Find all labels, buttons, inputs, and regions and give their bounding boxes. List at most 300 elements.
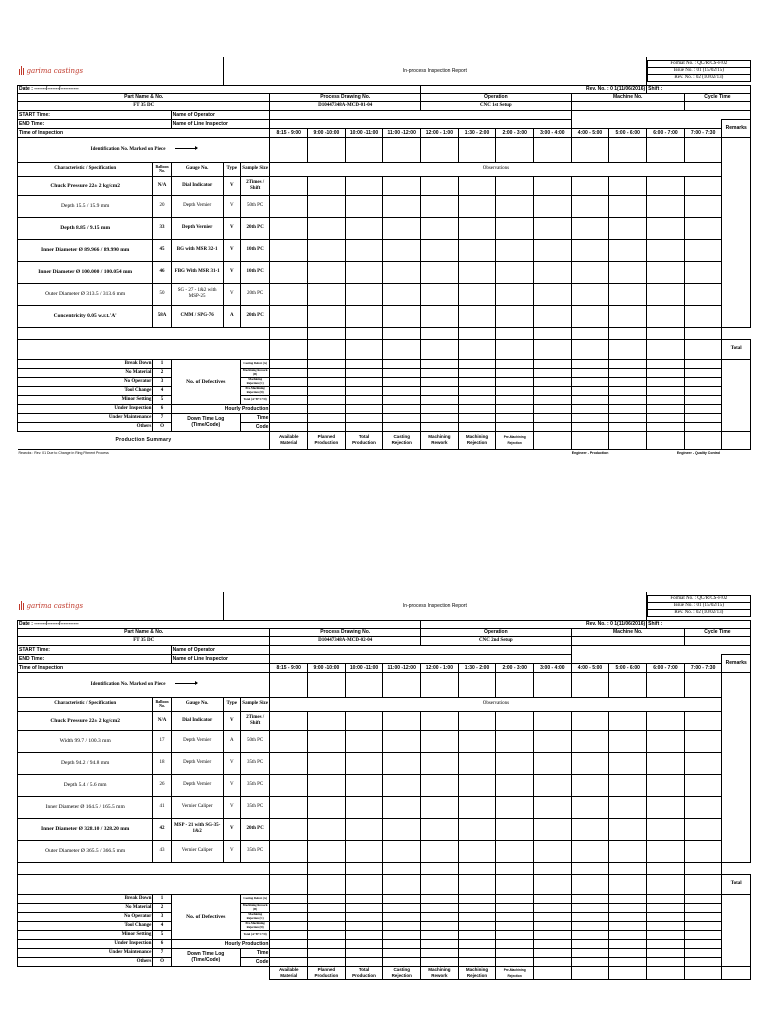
observation-cell[interactable] [534,327,572,339]
observation-cell[interactable] [647,730,685,752]
observation-cell[interactable] [609,327,647,339]
observation-cell[interactable] [345,217,383,239]
identification-cell[interactable] [345,672,383,697]
observation-cell[interactable] [571,176,609,195]
observation-cell[interactable] [308,261,346,283]
log-cell[interactable] [345,957,383,966]
log-cell[interactable] [308,395,346,404]
identification-cell[interactable] [308,137,346,162]
observation-cell[interactable] [684,339,722,359]
observation-cell[interactable] [571,711,609,730]
log-cell[interactable] [383,948,421,957]
log-cell[interactable] [383,386,421,395]
log-cell[interactable] [308,930,346,939]
observation-cell[interactable] [534,774,572,796]
log-cell[interactable] [609,386,647,395]
log-cell[interactable] [684,948,722,957]
observation-cell[interactable] [383,195,421,217]
observation-cell[interactable] [684,862,722,874]
observation-cell[interactable] [571,261,609,283]
log-cell[interactable] [647,930,685,939]
log-cell[interactable] [534,921,572,930]
log-cell[interactable] [458,422,496,431]
observation-cell[interactable] [383,176,421,195]
observation-cell[interactable] [609,711,647,730]
log-cell[interactable] [308,368,346,377]
observation-cell[interactable] [571,339,609,359]
log-cell[interactable] [684,957,722,966]
log-cell[interactable] [308,948,346,957]
observation-cell[interactable] [308,862,346,874]
observation-cell[interactable] [534,796,572,818]
log-cell[interactable] [270,930,308,939]
identification-cell[interactable] [609,137,647,162]
observation-cell[interactable] [458,774,496,796]
identification-cell[interactable] [383,672,421,697]
observation-cell[interactable] [383,840,421,862]
log-cell[interactable] [421,903,459,912]
identification-cell[interactable] [571,137,609,162]
log-cell[interactable] [496,368,534,377]
log-cell[interactable] [458,957,496,966]
log-cell[interactable] [534,404,572,413]
observation-cell[interactable] [383,327,421,339]
observation-cell[interactable] [609,796,647,818]
log-cell[interactable] [684,395,722,404]
observation-cell[interactable] [421,840,459,862]
observation-cell[interactable] [308,730,346,752]
log-cell[interactable] [609,948,647,957]
summary-value-cell[interactable] [534,966,572,979]
observation-cell[interactable] [270,327,308,339]
log-cell[interactable] [534,930,572,939]
observation-cell[interactable] [647,774,685,796]
summary-value-cell[interactable] [571,431,609,449]
observation-cell[interactable] [421,305,459,327]
log-cell[interactable] [383,930,421,939]
observation-cell[interactable] [609,195,647,217]
log-cell[interactable] [647,921,685,930]
log-cell[interactable] [496,930,534,939]
observation-cell[interactable] [571,774,609,796]
log-cell[interactable] [421,377,459,386]
observation-cell[interactable] [684,176,722,195]
log-cell[interactable] [609,957,647,966]
total-column-cell[interactable] [722,359,751,431]
observation-cell[interactable] [571,796,609,818]
log-cell[interactable] [496,921,534,930]
observation-cell[interactable] [647,176,685,195]
observation-cell[interactable] [270,774,308,796]
observation-cell[interactable] [345,261,383,283]
observation-cell[interactable] [308,818,346,840]
log-cell[interactable] [345,948,383,957]
identification-cell[interactable] [647,137,685,162]
log-cell[interactable] [458,377,496,386]
observation-cell[interactable] [421,239,459,261]
log-cell[interactable] [534,377,572,386]
summary-value-cell[interactable] [722,966,751,979]
summary-value-cell[interactable] [647,966,685,979]
identification-cell[interactable] [270,672,308,697]
log-cell[interactable] [308,377,346,386]
log-cell[interactable] [383,377,421,386]
observation-cell[interactable] [647,339,685,359]
observation-cell[interactable] [345,840,383,862]
observation-cell[interactable] [308,752,346,774]
observation-cell[interactable] [383,217,421,239]
observation-cell[interactable] [345,176,383,195]
observation-cell[interactable] [571,283,609,305]
observation-cell[interactable] [534,752,572,774]
log-cell[interactable] [383,404,421,413]
log-cell[interactable] [571,359,609,368]
blank-spec-cell[interactable] [18,874,270,894]
log-cell[interactable] [496,395,534,404]
log-cell[interactable] [345,930,383,939]
observation-cell[interactable] [345,818,383,840]
identification-cell[interactable] [421,672,459,697]
observation-cell[interactable] [421,730,459,752]
operator-value[interactable] [270,110,571,119]
log-cell[interactable] [609,903,647,912]
blank-spec-cell[interactable] [18,862,270,874]
observation-cell[interactable] [684,796,722,818]
observation-cell[interactable] [270,874,308,894]
log-cell[interactable] [270,422,308,431]
observation-cell[interactable] [571,217,609,239]
observation-cell[interactable] [345,339,383,359]
observation-cell[interactable] [496,239,534,261]
summary-value-cell[interactable] [609,431,647,449]
drawing-no-value[interactable]: D10447348A-MCD-02-04 [270,636,421,645]
observation-cell[interactable] [647,874,685,894]
log-cell[interactable] [270,921,308,930]
log-cell[interactable] [571,903,609,912]
observation-cell[interactable] [609,339,647,359]
observation-cell[interactable] [421,796,459,818]
observation-cell[interactable] [684,327,722,339]
log-cell[interactable] [684,921,722,930]
observation-cell[interactable] [458,327,496,339]
observation-cell[interactable] [684,261,722,283]
remarks-column[interactable] [722,672,751,862]
log-cell[interactable] [647,386,685,395]
observation-cell[interactable] [458,874,496,894]
observation-cell[interactable] [609,774,647,796]
log-cell[interactable] [458,395,496,404]
log-cell[interactable] [383,422,421,431]
observation-cell[interactable] [458,840,496,862]
log-cell[interactable] [345,912,383,921]
log-cell[interactable] [345,404,383,413]
log-cell[interactable] [383,368,421,377]
observation-cell[interactable] [458,305,496,327]
log-cell[interactable] [270,894,308,903]
observation-cell[interactable] [496,774,534,796]
observation-cell[interactable] [458,339,496,359]
log-cell[interactable] [421,395,459,404]
observation-cell[interactable] [421,327,459,339]
log-cell[interactable] [345,377,383,386]
identification-cell[interactable] [458,672,496,697]
log-cell[interactable] [270,395,308,404]
observation-cell[interactable] [609,862,647,874]
log-cell[interactable] [421,386,459,395]
log-cell[interactable] [496,413,534,422]
observation-cell[interactable] [270,217,308,239]
log-cell[interactable] [609,939,647,948]
observation-cell[interactable] [684,874,722,894]
observation-cell[interactable] [571,195,609,217]
log-cell[interactable] [534,957,572,966]
observation-cell[interactable] [684,840,722,862]
observation-cell[interactable] [496,217,534,239]
identification-cell[interactable] [684,137,722,162]
observation-cell[interactable] [571,874,609,894]
observation-cell[interactable] [458,176,496,195]
log-cell[interactable] [534,894,572,903]
log-cell[interactable] [383,359,421,368]
observation-cell[interactable] [308,796,346,818]
observation-cell[interactable] [647,261,685,283]
log-cell[interactable] [496,386,534,395]
identification-cell[interactable] [308,672,346,697]
log-cell[interactable] [684,930,722,939]
remarks-column[interactable] [722,137,751,327]
log-cell[interactable] [270,413,308,422]
log-cell[interactable] [534,903,572,912]
observation-cell[interactable] [534,305,572,327]
log-cell[interactable] [571,957,609,966]
log-cell[interactable] [421,948,459,957]
summary-value-cell[interactable] [722,431,751,449]
observation-cell[interactable] [421,195,459,217]
log-cell[interactable] [496,912,534,921]
identification-cell[interactable] [458,137,496,162]
log-cell[interactable] [684,894,722,903]
observation-cell[interactable] [458,195,496,217]
log-cell[interactable] [345,903,383,912]
observation-cell[interactable] [308,711,346,730]
observation-cell[interactable] [647,711,685,730]
log-cell[interactable] [571,404,609,413]
log-cell[interactable] [421,368,459,377]
log-cell[interactable] [609,404,647,413]
observation-cell[interactable] [458,796,496,818]
observation-cell[interactable] [534,239,572,261]
log-cell[interactable] [647,395,685,404]
observation-cell[interactable] [684,217,722,239]
log-cell[interactable] [458,894,496,903]
log-cell[interactable] [270,948,308,957]
log-cell[interactable] [534,386,572,395]
observation-cell[interactable] [345,283,383,305]
observation-cell[interactable] [647,239,685,261]
summary-value-cell[interactable] [534,431,572,449]
observation-cell[interactable] [345,305,383,327]
log-cell[interactable] [421,912,459,921]
observation-cell[interactable] [647,818,685,840]
observation-cell[interactable] [458,730,496,752]
observation-cell[interactable] [383,862,421,874]
observation-cell[interactable] [421,176,459,195]
log-cell[interactable] [458,359,496,368]
log-cell[interactable] [308,957,346,966]
log-cell[interactable] [571,386,609,395]
log-cell[interactable] [308,413,346,422]
summary-value-cell[interactable] [571,966,609,979]
observation-cell[interactable] [345,730,383,752]
observation-cell[interactable] [609,818,647,840]
log-cell[interactable] [609,422,647,431]
log-cell[interactable] [609,894,647,903]
log-cell[interactable] [270,957,308,966]
log-cell[interactable] [308,422,346,431]
log-cell[interactable] [421,930,459,939]
drawing-no-value[interactable]: D10447348A-MCD-01-04 [270,101,421,110]
observation-cell[interactable] [308,840,346,862]
observation-cell[interactable] [270,305,308,327]
observation-cell[interactable] [345,195,383,217]
observation-cell[interactable] [308,774,346,796]
log-cell[interactable] [684,912,722,921]
date-field[interactable]: Date : -------/-------/----------- [18,620,421,628]
log-cell[interactable] [534,395,572,404]
observation-cell[interactable] [308,339,346,359]
log-cell[interactable] [270,386,308,395]
machine-no-value[interactable] [571,636,684,645]
log-cell[interactable] [647,948,685,957]
observation-cell[interactable] [345,874,383,894]
observation-cell[interactable] [270,862,308,874]
observation-cell[interactable] [421,283,459,305]
log-cell[interactable] [421,921,459,930]
blank-spec-cell[interactable] [18,339,270,359]
log-cell[interactable] [647,368,685,377]
log-cell[interactable] [496,948,534,957]
log-cell[interactable] [684,413,722,422]
observation-cell[interactable] [345,774,383,796]
observation-cell[interactable] [270,840,308,862]
observation-cell[interactable] [308,305,346,327]
observation-cell[interactable] [684,283,722,305]
log-cell[interactable] [308,939,346,948]
observation-cell[interactable] [609,730,647,752]
log-cell[interactable] [684,903,722,912]
observation-cell[interactable] [534,874,572,894]
log-cell[interactable] [609,395,647,404]
observation-cell[interactable] [496,195,534,217]
observation-cell[interactable] [609,752,647,774]
summary-value-cell[interactable] [609,966,647,979]
log-cell[interactable] [308,359,346,368]
log-cell[interactable] [609,377,647,386]
log-cell[interactable] [496,422,534,431]
log-cell[interactable] [345,939,383,948]
observation-cell[interactable] [458,752,496,774]
observation-cell[interactable] [534,730,572,752]
log-cell[interactable] [345,395,383,404]
observation-cell[interactable] [383,239,421,261]
identification-cell[interactable] [270,137,308,162]
log-cell[interactable] [684,404,722,413]
log-cell[interactable] [571,921,609,930]
observation-cell[interactable] [571,752,609,774]
observation-cell[interactable] [571,730,609,752]
log-cell[interactable] [421,422,459,431]
observation-cell[interactable] [684,818,722,840]
observation-cell[interactable] [345,752,383,774]
log-cell[interactable] [534,368,572,377]
log-cell[interactable] [609,921,647,930]
summary-value-cell[interactable] [647,431,685,449]
log-cell[interactable] [609,359,647,368]
observation-cell[interactable] [609,283,647,305]
observation-cell[interactable] [534,195,572,217]
line-inspector-value[interactable] [270,119,571,128]
observation-cell[interactable] [270,283,308,305]
log-cell[interactable] [308,386,346,395]
log-cell[interactable] [496,377,534,386]
log-cell[interactable] [609,368,647,377]
observation-cell[interactable] [684,752,722,774]
observation-cell[interactable] [647,752,685,774]
date-field[interactable]: Date : -------/-------/----------- [18,85,421,93]
log-cell[interactable] [458,903,496,912]
identification-cell[interactable] [421,137,459,162]
log-cell[interactable] [496,894,534,903]
log-cell[interactable] [571,912,609,921]
log-cell[interactable] [421,413,459,422]
log-cell[interactable] [421,404,459,413]
log-cell[interactable] [458,921,496,930]
observation-cell[interactable] [647,283,685,305]
observation-cell[interactable] [496,818,534,840]
log-cell[interactable] [684,377,722,386]
observation-cell[interactable] [421,774,459,796]
log-cell[interactable] [496,939,534,948]
log-cell[interactable] [421,359,459,368]
observation-cell[interactable] [458,818,496,840]
observation-cell[interactable] [383,874,421,894]
observation-cell[interactable] [609,217,647,239]
log-cell[interactable] [270,912,308,921]
log-cell[interactable] [345,359,383,368]
operation-value[interactable]: CNC 1st Setup [421,101,572,110]
summary-value-cell[interactable] [684,431,722,449]
observation-cell[interactable] [496,874,534,894]
observation-cell[interactable] [647,217,685,239]
cycle-time-value[interactable] [684,101,750,110]
observation-cell[interactable] [421,711,459,730]
log-cell[interactable] [684,386,722,395]
observation-cell[interactable] [534,283,572,305]
observation-cell[interactable] [647,796,685,818]
observation-cell[interactable] [383,283,421,305]
log-cell[interactable] [647,377,685,386]
log-cell[interactable] [684,939,722,948]
log-cell[interactable] [345,368,383,377]
observation-cell[interactable] [534,711,572,730]
identification-cell[interactable] [571,672,609,697]
log-cell[interactable] [345,422,383,431]
log-cell[interactable] [534,939,572,948]
log-cell[interactable] [458,386,496,395]
log-cell[interactable] [534,948,572,957]
observation-cell[interactable] [308,195,346,217]
total-column-cell[interactable] [722,894,751,966]
